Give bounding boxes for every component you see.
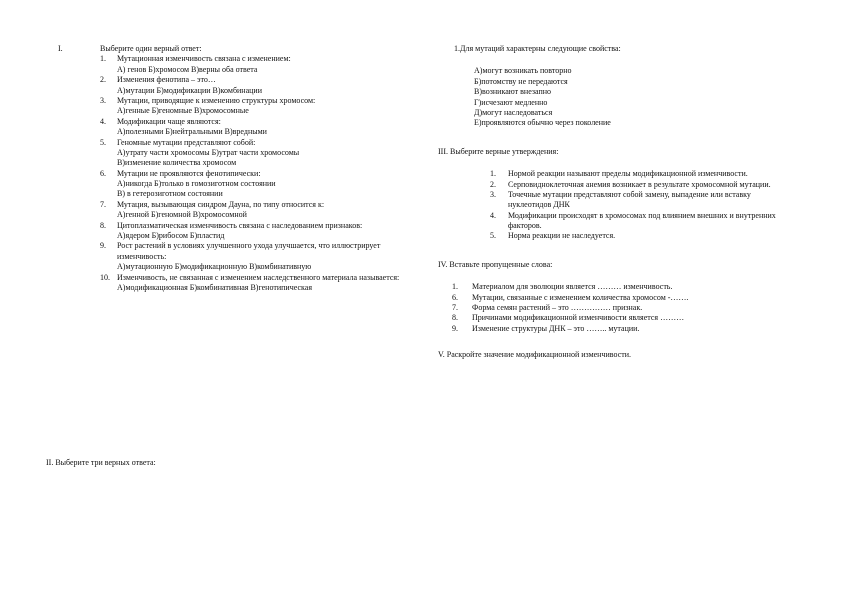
section-1-heading — [58, 44, 408, 54]
question-item — [100, 221, 408, 242]
question-number: 2. — [100, 75, 106, 85]
question-options: А)генные Б)геномные В)хромосомные — [117, 106, 249, 116]
statement-text: Серповидноклеточная анемия возникает в результате хромосомной мутации. — [508, 179, 771, 189]
fill-text: Изменение структуры ДНК – это …….. мутации. — [472, 323, 640, 333]
question-item — [100, 138, 408, 169]
question-options-extra: В) в гетерозиготном состоянии — [117, 189, 223, 199]
question-number: 6. — [100, 168, 106, 178]
question-number: 5. — [100, 137, 106, 147]
statement-text: Норма реакции не наследуется. — [508, 231, 616, 241]
section-1-title: Выберите один верный ответ: — [100, 44, 202, 53]
question-item — [100, 96, 408, 117]
fill-number: 1. — [452, 282, 458, 292]
question-item — [100, 273, 408, 294]
question-options: А) генов Б)хромосом В)верны оба ответа — [117, 64, 258, 74]
question-number: 4. — [100, 116, 106, 126]
statement-item — [490, 231, 778, 241]
question-item — [100, 54, 408, 75]
section-4-items — [438, 282, 778, 334]
question-number: 7. — [100, 199, 106, 209]
statement-text: Точечные мутации представляют собой замену, выпадение или вставку нуклеотидов ДНК — [508, 189, 751, 210]
option-item: Е)проявляются обычно через поколение — [474, 118, 611, 128]
fill-number: 6. — [452, 292, 458, 302]
question-text: Изменения фенотипа – это… — [117, 75, 216, 85]
question-options: А)ядером Б)рибосом Б)пластид — [117, 231, 225, 241]
section-3-statements — [438, 169, 778, 242]
section-1-numeral: I. — [58, 44, 63, 53]
fill-text: Форма семян растений – это …………… признак. — [472, 303, 643, 313]
fill-text: Мутации, связанные с изменением количества хромосом -……. — [472, 292, 689, 302]
question-text: Цитоплазматическая изменчивость связана с наследованием признаков: — [117, 220, 363, 230]
section-2-title: II. Выберите три верных ответа: — [46, 458, 156, 467]
option-item: В)возникают внезапно — [474, 87, 552, 97]
question-body — [117, 75, 408, 96]
fill-number: 8. — [452, 313, 458, 323]
question-text: Мутации, приводящие к изменению структуры хромосом: — [117, 95, 316, 105]
fill-item — [452, 282, 778, 292]
statement-number: 3. — [490, 189, 496, 199]
fill-item — [452, 313, 778, 323]
question-options: А)утрату части хромосомы Б)утрат части хромосомы — [117, 147, 300, 157]
question-text: Мутация, вызывающая синдром Дауна, по типу относится к: — [117, 199, 325, 209]
option-item: Б)потомству не передаются — [474, 76, 568, 86]
fill-item — [452, 293, 778, 303]
statement-number: 5. — [490, 231, 496, 241]
question-body — [117, 138, 408, 169]
question-body — [117, 96, 408, 117]
fill-number: 9. — [452, 323, 458, 333]
question-text: Изменчивость, не связанная с изменением наследственного материала называется: — [117, 272, 400, 282]
fill-text: Причинами модификационной изменчивости является ……… — [472, 313, 685, 323]
question-item — [100, 241, 408, 272]
question-body — [117, 241, 408, 272]
question-options: А)мутационную Б)модификационную В)комбинативную — [117, 262, 312, 272]
question-number: 1. — [100, 54, 106, 64]
question-item — [100, 169, 408, 200]
left-column — [58, 44, 408, 293]
question-number: 9. — [100, 241, 106, 251]
section-3-title: III. Выберите верные утверждения: — [438, 146, 559, 156]
question-options-extra: В)изменение количества хромосом — [117, 158, 237, 168]
fill-number: 7. — [452, 303, 458, 313]
statement-item — [490, 180, 778, 190]
statement-item — [490, 190, 778, 211]
question-body — [117, 117, 408, 138]
question-text: Рост растений в условиях улучшенного ухода улучшается, что иллюстрирует изменчивость: — [117, 241, 381, 261]
option-item: Г)исчезают медленно — [474, 97, 548, 107]
question-options: А)генной Б)геномной В)хромосомной — [117, 210, 247, 220]
question-number: 3. — [100, 95, 106, 105]
statement-item — [490, 169, 778, 179]
question-1-options — [474, 66, 778, 128]
question-number: 10. — [100, 272, 110, 282]
statement-text: Нормой реакции называют пределы модификационной изменчивости. — [508, 169, 748, 179]
fill-text: Материалом для эволюции является ……… изменчивость. — [472, 282, 673, 292]
section-4-title: IV. Вставьте пропущенные слова: — [438, 259, 553, 269]
fill-item — [452, 324, 778, 334]
question-number: 8. — [100, 220, 106, 230]
question-body — [117, 221, 408, 242]
question-text: Мутационная изменчивость связана с изменением: — [117, 54, 291, 64]
option-item: А)могут возникать повторно — [474, 66, 572, 76]
question-item — [100, 200, 408, 221]
statement-item — [490, 211, 778, 232]
question-options: А)модификационная Б)комбинативная В)генотипическая — [117, 282, 313, 292]
statement-number: 1. — [490, 169, 496, 179]
section-5-title: V. Раскройте значение модификационной изменчивости. — [438, 350, 632, 360]
question-body — [117, 273, 408, 294]
question-text: Мутации не проявляются фенотипически: — [117, 168, 261, 178]
statement-number: 2. — [490, 179, 496, 189]
question-text: Модификации чаще являются: — [117, 116, 221, 126]
question-body — [117, 169, 408, 200]
question-text: Геномные мутации представляют собой: — [117, 137, 256, 147]
question-options: А)полезными Б)нейтральными В)вредными — [117, 127, 267, 137]
question-body — [117, 54, 408, 75]
right-column — [438, 44, 778, 361]
statement-text: Модификации происходят в хромосомах под влиянием внешних и внутренних факторов. — [508, 210, 776, 231]
question-options: А)мутации Б)модификации В)комбинации — [117, 85, 262, 95]
section-1-questions — [58, 54, 408, 293]
question-body — [117, 200, 408, 221]
question-1-title: 1.Для мутаций характерны следующие свойства: — [454, 44, 621, 53]
statement-number: 4. — [490, 210, 496, 220]
question-item — [100, 117, 408, 138]
option-item: Д)могут наследоваться — [474, 107, 553, 117]
fill-item — [452, 303, 778, 313]
question-item — [100, 75, 408, 96]
question-options: А)никогда Б)только в гомозиготном состоянии — [117, 179, 276, 189]
